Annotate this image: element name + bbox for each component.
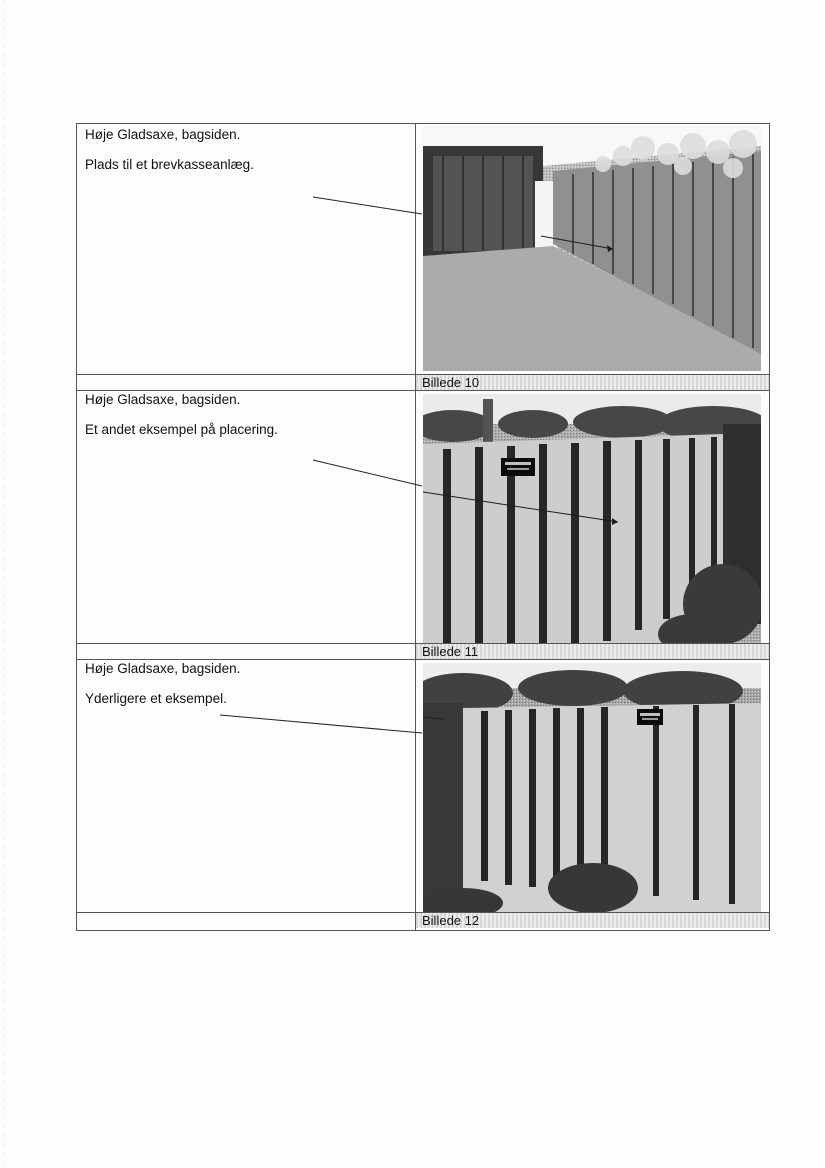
row-1-description: Plads til et brevkasseanlæg. (85, 157, 254, 172)
row-1-title: Høje Gladsaxe, bagsiden. (85, 127, 241, 142)
row-2-text-cell (85, 392, 278, 438)
row-2-title: Høje Gladsaxe, bagsiden. (85, 392, 241, 407)
row-2-caption: Billede 11 (416, 644, 769, 659)
row-3-text-cell (85, 661, 240, 707)
row-2-bottom-divider (77, 659, 769, 660)
row-3-title: Høje Gladsaxe, bagsiden. (85, 661, 241, 676)
photo-wooden-fence-enclosure-icon (423, 394, 761, 646)
row-1-text-cell (85, 127, 254, 173)
row-2-photo (423, 394, 761, 646)
photo-covered-walkway-fence-icon (423, 126, 761, 371)
row-1-bottom-divider (77, 390, 769, 391)
row-1-caption: Billede 10 (416, 375, 769, 390)
photo-wooden-fence-corner-icon (423, 663, 761, 913)
row-3-caption: Billede 12 (416, 913, 769, 928)
photo-table (76, 123, 770, 931)
column-divider (415, 124, 416, 930)
row-3-description: Yderligere et eksempel. (85, 691, 227, 706)
scan-margin-artifact (4, 0, 5, 1168)
row-3-photo (423, 663, 761, 913)
row-2-description: Et andet eksempel på placering. (85, 422, 278, 437)
row-1-photo (423, 126, 761, 371)
